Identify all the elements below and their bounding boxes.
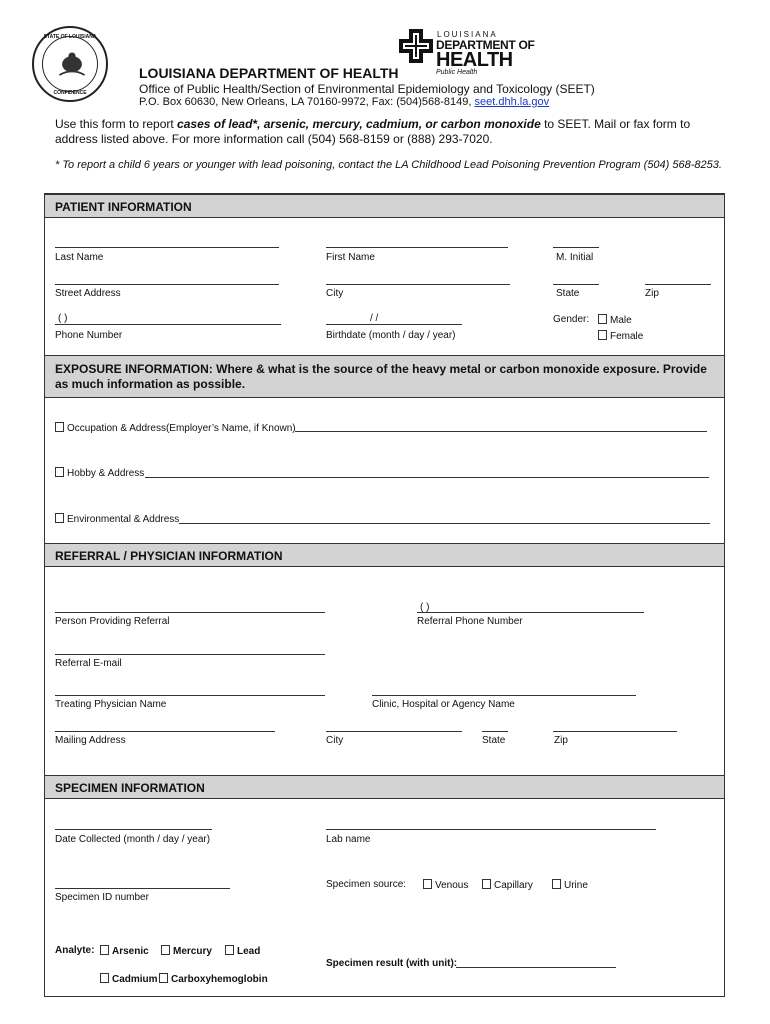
- lead-checkbox[interactable]: [225, 945, 234, 955]
- referral-phone-mask: ( ): [420, 602, 430, 613]
- intro-text: [55, 117, 735, 147]
- occupation-option[interactable]: [55, 422, 296, 434]
- female-checkbox[interactable]: [598, 330, 607, 340]
- birthdate-label: Birthdate (month / day / year): [326, 330, 456, 341]
- capillary-label: Capillary: [494, 880, 533, 891]
- specimen-id-field[interactable]: [55, 888, 230, 889]
- mailing-address-field[interactable]: [55, 731, 275, 732]
- first-name-label: First Name: [326, 252, 375, 263]
- logo-tagline: Public Health: [436, 69, 478, 76]
- environmental-label: Environmental & Address: [67, 514, 180, 525]
- mercury-option[interactable]: [161, 945, 212, 957]
- physician-name-field[interactable]: [55, 695, 325, 696]
- page-title: LOUISIANA DEPARTMENT OF HEALTH: [139, 65, 399, 81]
- male-checkbox[interactable]: [598, 314, 607, 324]
- capillary-option[interactable]: [482, 879, 533, 891]
- cadmium-option[interactable]: [100, 973, 158, 985]
- office-address: [139, 96, 549, 108]
- venous-label: Venous: [435, 880, 469, 891]
- logo-state: LOUISIANA: [437, 30, 498, 39]
- phone-field[interactable]: [55, 324, 281, 325]
- lead-label: Lead: [237, 946, 261, 957]
- gender-female-option[interactable]: [598, 330, 643, 342]
- carboxyhemoglobin-label: Carboxyhemoglobin: [171, 974, 268, 985]
- male-label: Male: [610, 315, 632, 326]
- logo-dept: DEPARTMENT OF: [436, 38, 535, 52]
- m-initial-label: M. Initial: [556, 252, 594, 263]
- gender-label: Gender:: [553, 314, 590, 325]
- hobby-checkbox[interactable]: [55, 467, 64, 477]
- referral-state-field[interactable]: [482, 731, 508, 732]
- intro-emphasis: cases of lead*, arsenic, mercury, cadmium, or carbon monoxide: [177, 117, 541, 131]
- last-name-label: Last Name: [55, 252, 104, 263]
- urine-label: Urine: [564, 880, 588, 891]
- office-name: Office of Public Health/Section of Environmental Epidemiology and Toxicology (SEET): [139, 82, 595, 96]
- cadmium-label: Cadmium: [112, 974, 158, 985]
- referral-state-label: State: [482, 735, 506, 746]
- seal-text-bottom: CONFIDENCE: [53, 90, 87, 96]
- physician-name-label: Treating Physician Name: [55, 699, 167, 710]
- lead-option[interactable]: [225, 945, 260, 957]
- state-field[interactable]: [553, 284, 599, 285]
- intro-pre: Use this form to report: [55, 117, 178, 131]
- specimen-result-label: Specimen result (with unit):: [326, 958, 458, 969]
- mercury-checkbox[interactable]: [161, 945, 170, 955]
- environmental-field[interactable]: [179, 523, 710, 524]
- street-label: Street Address: [55, 288, 121, 299]
- referral-zip-label: Zip: [554, 735, 568, 746]
- venous-checkbox[interactable]: [423, 879, 432, 889]
- birthdate-field[interactable]: [326, 324, 462, 325]
- referral-person-label: Person Providing Referral: [55, 616, 170, 627]
- urine-checkbox[interactable]: [552, 879, 561, 889]
- environmental-option[interactable]: [55, 513, 179, 525]
- pelican-icon: [52, 48, 92, 84]
- lab-name-label: Lab name: [326, 834, 371, 845]
- carboxyhemoglobin-option[interactable]: [159, 973, 268, 985]
- mailing-address-label: Mailing Address: [55, 735, 126, 746]
- arsenic-option[interactable]: [100, 945, 149, 957]
- lab-name-field[interactable]: [326, 829, 656, 830]
- specimen-id-label: Specimen ID number: [55, 892, 149, 903]
- phone-mask: ( ): [58, 313, 68, 324]
- arsenic-checkbox[interactable]: [100, 945, 109, 955]
- referral-city-field[interactable]: [326, 731, 462, 732]
- clinic-label: Clinic, Hospital or Agency Name: [372, 699, 515, 710]
- website-link[interactable]: seet.dhh.la.gov: [474, 96, 550, 108]
- referral-phone-field[interactable]: [417, 612, 644, 613]
- patient-section-heading: PATIENT INFORMATION: [45, 194, 724, 218]
- zip-field[interactable]: [645, 284, 711, 285]
- birthdate-mask: / /: [370, 313, 379, 324]
- specimen-section-heading: SPECIMEN INFORMATION: [45, 775, 724, 799]
- hobby-option[interactable]: [55, 467, 144, 479]
- occupation-checkbox[interactable]: [55, 422, 64, 432]
- hobby-field[interactable]: [145, 477, 709, 478]
- specimen-result-field[interactable]: [456, 967, 616, 968]
- urine-option[interactable]: [552, 879, 588, 891]
- state-label: State: [556, 288, 580, 299]
- cadmium-checkbox[interactable]: [100, 973, 109, 983]
- phone-label: Phone Number: [55, 330, 123, 341]
- hobby-label: Hobby & Address: [67, 468, 145, 479]
- date-collected-field[interactable]: [55, 829, 212, 830]
- city-field[interactable]: [326, 284, 510, 285]
- m-initial-field[interactable]: [553, 247, 599, 248]
- capillary-checkbox[interactable]: [482, 879, 491, 889]
- zip-label: Zip: [645, 288, 659, 299]
- city-label: City: [326, 288, 344, 299]
- lead-note: * To report a child 6 years or younger with lead poisoning, contact the LA Childhood Lead Poisoning Prevention Program (504) 568-8253.: [55, 159, 722, 171]
- arsenic-label: Arsenic: [112, 946, 149, 957]
- carboxyhemoglobin-checkbox[interactable]: [159, 973, 168, 983]
- clinic-field[interactable]: [372, 695, 636, 696]
- mercury-label: Mercury: [173, 946, 212, 957]
- referral-person-field[interactable]: [55, 612, 325, 613]
- occupation-label: Occupation & Address(Employer’s Name, if Known): [67, 423, 296, 434]
- referral-zip-field[interactable]: [553, 731, 677, 732]
- address-text: P.O. Box 60630, New Orleans, LA 70160-9972, Fax: (504)568-8149,: [139, 96, 475, 108]
- analyte-label: Analyte:: [55, 945, 95, 956]
- logo-health: HEALTH: [436, 49, 513, 71]
- first-name-field[interactable]: [326, 247, 508, 248]
- referral-email-label: Referral E-mail: [55, 658, 122, 669]
- referral-email-field[interactable]: [55, 654, 325, 655]
- intro-post: to SEET. Mail or fax form to address listed above. For more information call (504) 568-8159 or (888) 293-7020.: [55, 117, 691, 146]
- referral-phone-label: Referral Phone Number: [417, 616, 523, 627]
- gender-male-option[interactable]: [598, 314, 632, 326]
- street-field[interactable]: [55, 284, 279, 285]
- exposure-section-heading: EXPOSURE INFORMATION: Where & what is the source of the heavy metal or carbon monoxide exposure. Provide as much information as possible.: [45, 355, 724, 398]
- referral-city-label: City: [326, 735, 344, 746]
- ldh-cross-logo-icon: [399, 29, 433, 63]
- occupation-field[interactable]: [295, 431, 707, 432]
- seal-text-top: STATE OF LOUISIANA: [43, 34, 97, 40]
- state-seal: [32, 26, 108, 102]
- female-label: Female: [610, 331, 644, 342]
- date-collected-label: Date Collected (month / day / year): [55, 834, 211, 845]
- venous-option[interactable]: [423, 879, 468, 891]
- last-name-field[interactable]: [55, 247, 279, 248]
- specimen-source-label: Specimen source:: [326, 879, 407, 890]
- environmental-checkbox[interactable]: [55, 513, 64, 523]
- referral-section-heading: REFERRAL / PHYSICIAN INFORMATION: [45, 543, 724, 567]
